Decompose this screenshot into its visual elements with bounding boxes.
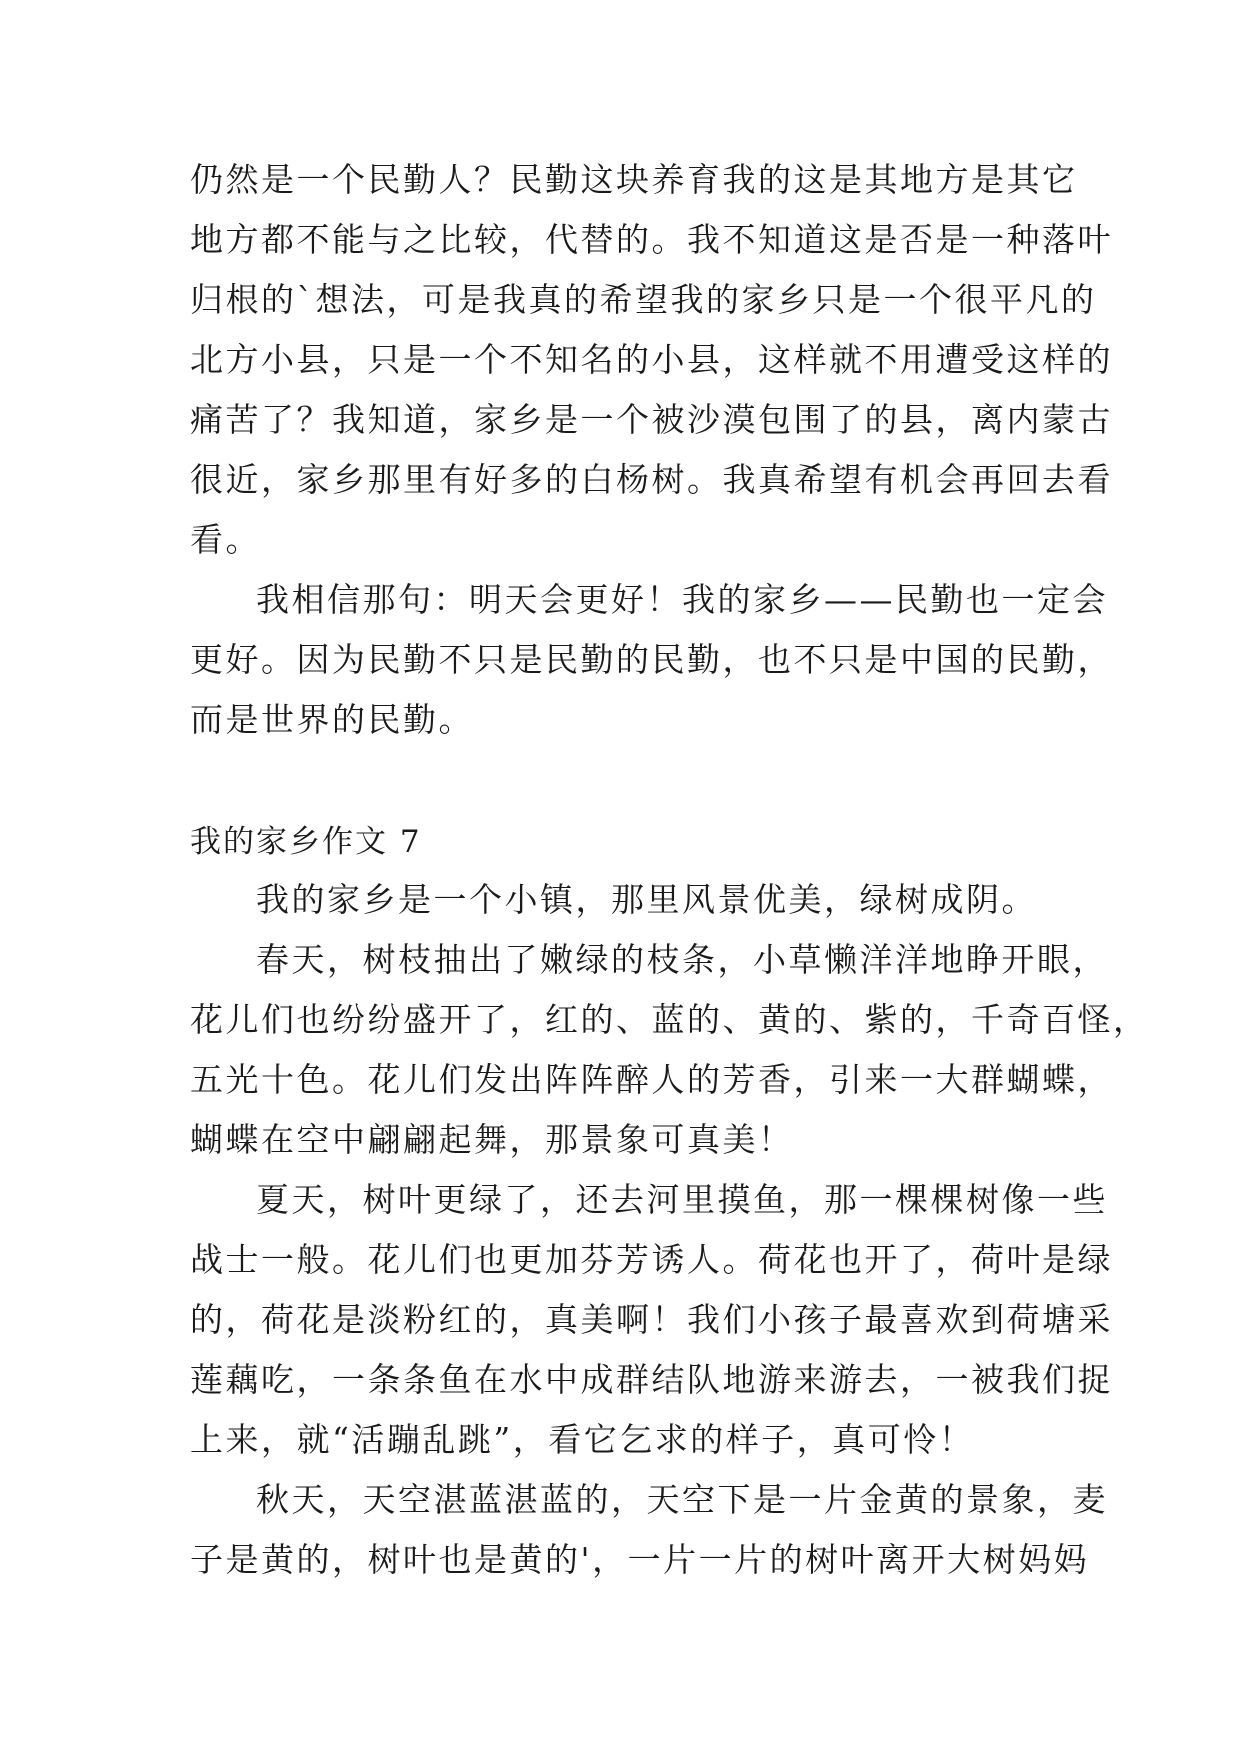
text-line: 而是世界的民勤。 (190, 700, 474, 739)
text-line: 的，荷花是淡粉红的，真美啊！我们小孩子最喜欢到荷塘采 (190, 1300, 1113, 1339)
paragraph-first-line: 秋天，天空湛蓝湛蓝的，天空下是一片金黄的景象，麦 (256, 1480, 1108, 1519)
text-line: 花儿们也纷纷盛开了，红的、蓝的、黄的、紫的，千奇百怪， (190, 1000, 1149, 1039)
paragraph-first-line: 夏天，树叶更绿了，还去河里摸鱼，那一棵棵树像一些 (256, 1180, 1108, 1219)
text-line: 地方都不能与之比较，代替的。我不知道这是否是一种落叶 (190, 220, 1113, 259)
text-line: 归根的`想法，可是我真的希望我的家乡只是一个很平凡的 (190, 280, 1097, 319)
text-line: 上来，就“活蹦乱跳”，看它乞求的样子，真可怜！ (190, 1420, 975, 1459)
text-line: 战士一般。花儿们也更加芬芳诱人。荷花也开了，荷叶是绿 (190, 1240, 1113, 1279)
text-line: 看。 (190, 520, 261, 559)
text-line: 痛苦了？我知道，家乡是一个被沙漠包围了的县，离内蒙古 (190, 400, 1113, 439)
text-line: 很近，家乡那里有好多的白杨树。我真希望有机会再回去看 (190, 460, 1113, 499)
text-line: 蝴蝶在空中翩翩起舞，那景象可真美！ (190, 1120, 794, 1159)
text-block-essay-7 (190, 870, 1149, 1590)
text-line: 北方小县，只是一个不知名的小县，这样就不用遭受这样的 (190, 340, 1113, 379)
paragraph-first-line: 我相信那句：明天会更好！我的家乡——民勤也一定会 (256, 580, 1108, 619)
paragraph-first-line: 春天，树枝抽出了嫩绿的枝条，小草懒洋洋地睁开眼， (256, 940, 1108, 979)
paragraph-first-line: 我的家乡是一个小镇，那里风景优美，绿树成阴。 (256, 880, 1037, 919)
essay-title: 我的家乡作文 7 (190, 824, 422, 860)
text-line: 莲藕吃，一条条鱼在水中成群结队地游来游去，一被我们捉 (190, 1360, 1113, 1399)
text-block-continuation (190, 150, 1113, 750)
text-line: 子是黄的，树叶也是黄的'，一片一片的树叶离开大树妈妈 (190, 1540, 1090, 1579)
text-line: 更好。因为民勤不只是民勤的民勤，也不只是中国的民勤， (190, 640, 1113, 679)
essay-heading-block (190, 812, 1070, 872)
text-line: 仍然是一个民勤人？民勤这块养育我的这是其地方是其它 (190, 160, 1078, 199)
text-line: 五光十色。花儿们发出阵阵醉人的芳香，引来一大群蝴蝶， (190, 1060, 1113, 1099)
